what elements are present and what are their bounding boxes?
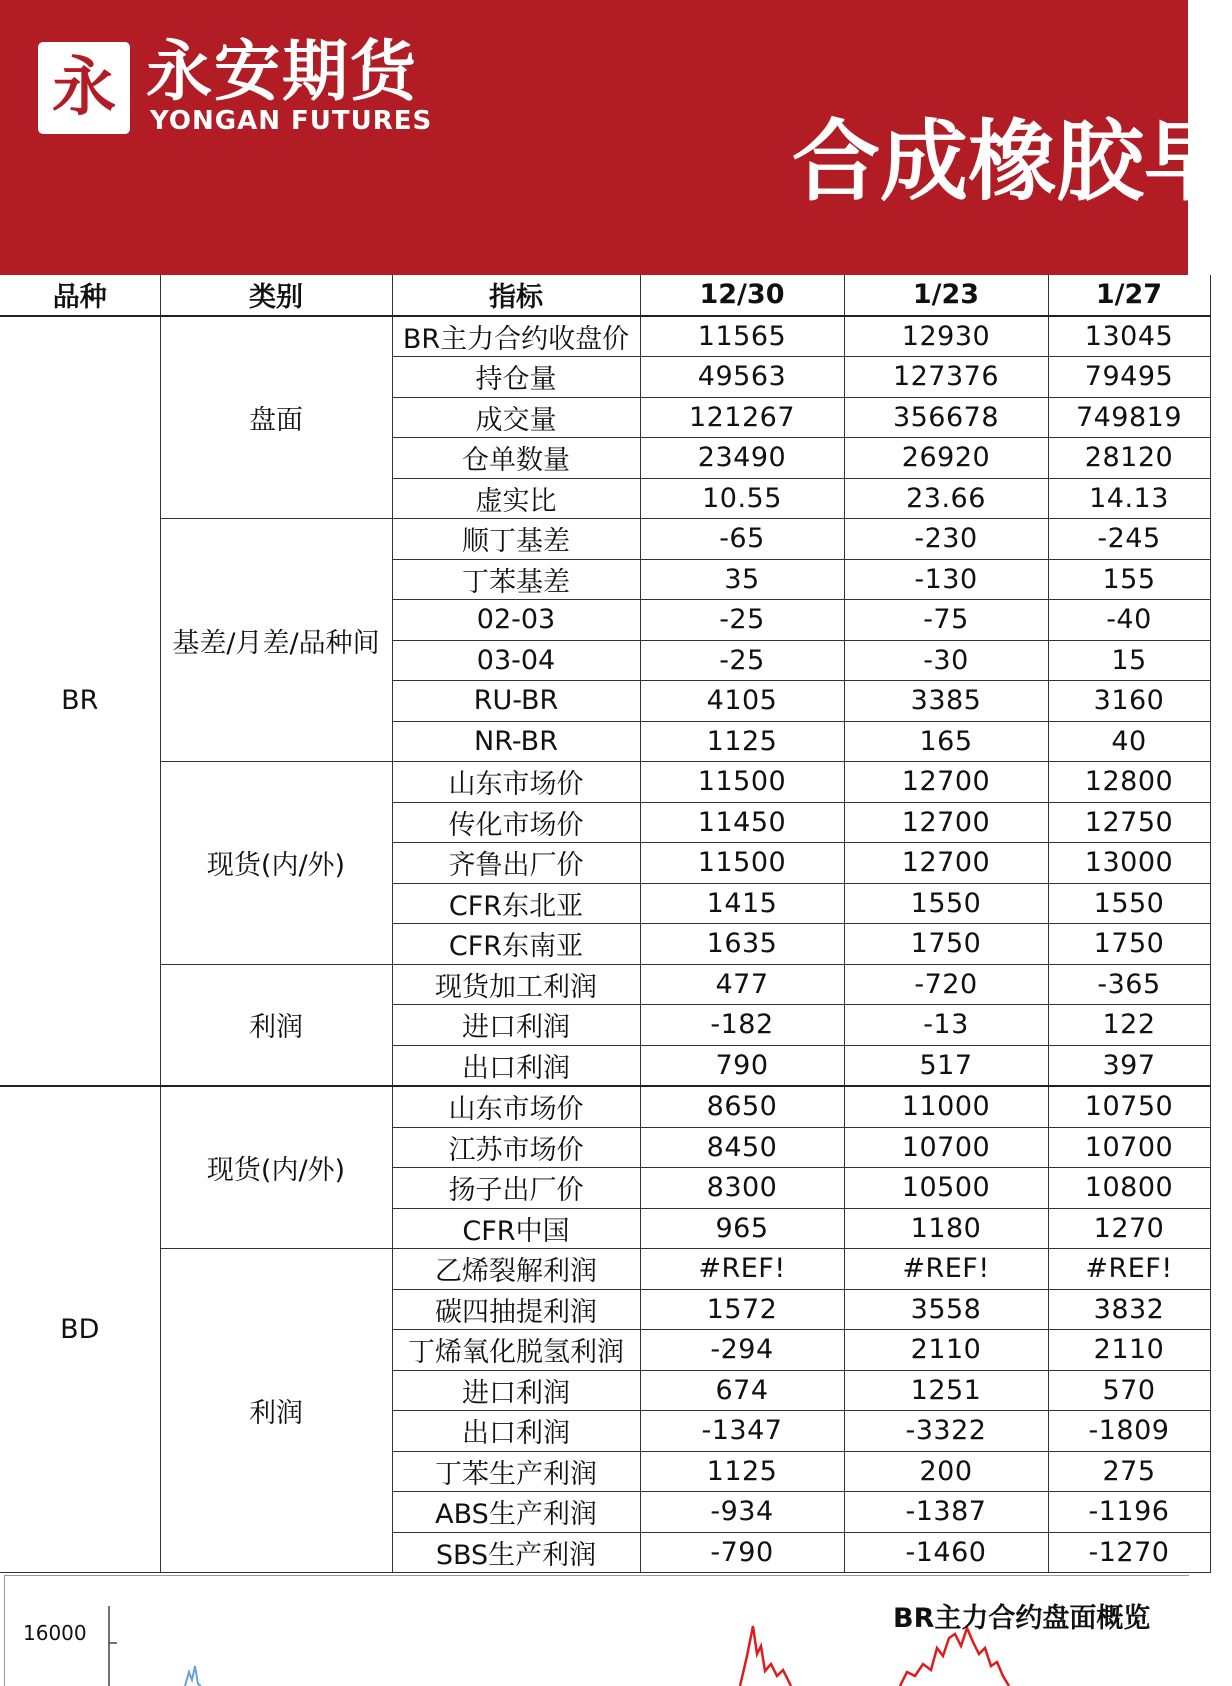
series-line-red — [740, 1626, 1009, 1686]
indicator-cell: RU-BR — [392, 681, 640, 722]
value-cell: 1125 — [640, 721, 844, 762]
value-cell: 200 — [844, 1451, 1048, 1492]
header-date-3: 1/27 — [1048, 275, 1210, 316]
header-indicator: 指标 — [392, 275, 640, 316]
value-cell: -1270 — [1048, 1532, 1210, 1573]
value-cell: -245 — [1048, 519, 1210, 560]
indicator-cell: 扬子出厂价 — [392, 1168, 640, 1209]
value-cell: 790 — [640, 1045, 844, 1086]
header-date-2: 1/23 — [844, 275, 1048, 316]
value-cell: -230 — [844, 519, 1048, 560]
report-header — [0, 0, 1232, 275]
header-category: 类别 — [160, 275, 392, 316]
value-cell: 1180 — [844, 1208, 1048, 1249]
indicator-cell: CFR东南亚 — [392, 924, 640, 965]
value-cell: -1460 — [844, 1532, 1048, 1573]
category-cell: 现货(内/外) — [160, 1086, 392, 1249]
indicator-cell: 虚实比 — [392, 478, 640, 519]
value-cell: 517 — [844, 1045, 1048, 1086]
value-cell: 10.55 — [640, 478, 844, 519]
indicator-cell: 碳四抽提利润 — [392, 1289, 640, 1330]
value-cell: 23490 — [640, 438, 844, 479]
value-cell: #REF! — [844, 1249, 1048, 1290]
table-row — [0, 964, 1210, 1005]
value-cell: #REF! — [640, 1249, 844, 1290]
value-cell: 3558 — [844, 1289, 1048, 1330]
indicator-cell: 成交量 — [392, 397, 640, 438]
category-cell: 利润 — [160, 964, 392, 1086]
brand-name-cn: 永安期货 — [146, 33, 418, 110]
indicator-cell: NR-BR — [392, 721, 640, 762]
value-cell: 11500 — [640, 843, 844, 884]
table-row — [0, 1249, 1210, 1290]
table-row — [0, 519, 1210, 560]
value-cell: 1415 — [640, 883, 844, 924]
value-cell: 570 — [1048, 1370, 1210, 1411]
value-cell: 12930 — [844, 316, 1048, 357]
series-line-blue — [185, 1666, 201, 1686]
value-cell: -25 — [640, 640, 844, 681]
value-cell: 1572 — [640, 1289, 844, 1330]
value-cell: -1387 — [844, 1492, 1048, 1533]
value-cell: 1270 — [1048, 1208, 1210, 1249]
value-cell: 10500 — [844, 1168, 1048, 1209]
yongan-logo — [38, 42, 130, 134]
value-cell: 3160 — [1048, 681, 1210, 722]
value-cell: #REF! — [1048, 1249, 1210, 1290]
value-cell: -130 — [844, 559, 1048, 600]
value-cell: 155 — [1048, 559, 1210, 600]
indicator-cell: 进口利润 — [392, 1005, 640, 1046]
value-cell: 397 — [1048, 1045, 1210, 1086]
value-cell: 8300 — [640, 1168, 844, 1209]
value-cell: 26920 — [844, 438, 1048, 479]
value-cell: 8450 — [640, 1127, 844, 1168]
value-cell: 1125 — [640, 1451, 844, 1492]
brand-name-en: YONGAN FUTURES — [150, 106, 433, 136]
table-header-row — [0, 275, 1210, 316]
value-cell: 10800 — [1048, 1168, 1210, 1209]
value-cell: -294 — [640, 1330, 844, 1371]
value-cell: -75 — [844, 600, 1048, 641]
table-row — [0, 1086, 1210, 1127]
indicator-cell: BR主力合约收盘价 — [392, 316, 640, 357]
value-cell: 40 — [1048, 721, 1210, 762]
category-cell: 现货(内/外) — [160, 762, 392, 965]
value-cell: 3832 — [1048, 1289, 1210, 1330]
value-cell: 23.66 — [844, 478, 1048, 519]
indicator-cell: CFR东北亚 — [392, 883, 640, 924]
report-title: 合成橡胶早 — [792, 110, 1232, 213]
indicator-cell: 持仓量 — [392, 357, 640, 398]
value-cell: 15 — [1048, 640, 1210, 681]
value-cell: 12700 — [844, 762, 1048, 803]
br-chart-preview — [4, 1575, 1189, 1686]
value-cell: 12750 — [1048, 802, 1210, 843]
value-cell: -40 — [1048, 600, 1210, 641]
indicator-cell: ABS生产利润 — [392, 1492, 640, 1533]
table-row — [0, 316, 1210, 357]
value-cell: 10750 — [1048, 1086, 1210, 1127]
value-cell: 12700 — [844, 802, 1048, 843]
value-cell: 12700 — [844, 843, 1048, 884]
indicator-cell: SBS生产利润 — [392, 1532, 640, 1573]
value-cell: 674 — [640, 1370, 844, 1411]
indicator-cell: 山东市场价 — [392, 762, 640, 803]
indicator-cell: 丁苯生产利润 — [392, 1451, 640, 1492]
header-variety: 品种 — [0, 275, 160, 316]
value-cell: -182 — [640, 1005, 844, 1046]
category-cell: 基差/月差/品种间 — [160, 519, 392, 762]
value-cell: 35 — [640, 559, 844, 600]
value-cell: -1809 — [1048, 1411, 1210, 1452]
value-cell: -1347 — [640, 1411, 844, 1452]
value-cell: 79495 — [1048, 357, 1210, 398]
value-cell: 356678 — [844, 397, 1048, 438]
value-cell: 2110 — [844, 1330, 1048, 1371]
indicator-cell: 03-04 — [392, 640, 640, 681]
value-cell: 10700 — [1048, 1127, 1210, 1168]
header-date-1: 12/30 — [640, 275, 844, 316]
value-cell: 11565 — [640, 316, 844, 357]
value-cell: -65 — [640, 519, 844, 560]
value-cell: 1635 — [640, 924, 844, 965]
value-cell: 4105 — [640, 681, 844, 722]
category-cell: 盘面 — [160, 316, 392, 519]
value-cell: 1750 — [1048, 924, 1210, 965]
value-cell: 1550 — [844, 883, 1048, 924]
indicator-cell: 出口利润 — [392, 1411, 640, 1452]
value-cell: 28120 — [1048, 438, 1210, 479]
value-cell: 12800 — [1048, 762, 1210, 803]
value-cell: 1550 — [1048, 883, 1210, 924]
chart-title: BR主力合约盘面概览 — [893, 1603, 1151, 1634]
y-tick-label: 16000 — [23, 1621, 87, 1645]
value-cell: 10700 — [844, 1127, 1048, 1168]
indicator-cell: 顺丁基差 — [392, 519, 640, 560]
value-cell: 477 — [640, 964, 844, 1005]
indicator-cell: 进口利润 — [392, 1370, 640, 1411]
value-cell: 14.13 — [1048, 478, 1210, 519]
value-cell: -30 — [844, 640, 1048, 681]
indicator-cell: 丁烯氧化脱氢利润 — [392, 1330, 640, 1371]
variety-cell: BD — [0, 1086, 160, 1573]
value-cell: -13 — [844, 1005, 1048, 1046]
indicator-cell: 仓单数量 — [392, 438, 640, 479]
value-cell: 13045 — [1048, 316, 1210, 357]
value-cell: 3385 — [844, 681, 1048, 722]
indicator-cell: 齐鲁出厂价 — [392, 843, 640, 884]
value-cell: 749819 — [1048, 397, 1210, 438]
indicator-cell: 乙烯裂解利润 — [392, 1249, 640, 1290]
variety-cell: BR — [0, 316, 160, 1087]
value-cell: 965 — [640, 1208, 844, 1249]
logo-glyph: 永 — [52, 51, 116, 125]
value-cell: 13000 — [1048, 843, 1210, 884]
value-cell: 127376 — [844, 357, 1048, 398]
indicator-cell: 丁苯基差 — [392, 559, 640, 600]
value-cell: 11450 — [640, 802, 844, 843]
value-cell: 275 — [1048, 1451, 1210, 1492]
value-cell: -1196 — [1048, 1492, 1210, 1533]
value-cell: 1251 — [844, 1370, 1048, 1411]
indicator-cell: 山东市场价 — [392, 1086, 640, 1127]
category-cell: 利润 — [160, 1249, 392, 1573]
rubber-data-table — [0, 275, 1211, 1573]
indicator-cell: CFR中国 — [392, 1208, 640, 1249]
value-cell: 1750 — [844, 924, 1048, 965]
value-cell: 49563 — [640, 357, 844, 398]
indicator-cell: 江苏市场价 — [392, 1127, 640, 1168]
value-cell: -365 — [1048, 964, 1210, 1005]
indicator-cell: 02-03 — [392, 600, 640, 641]
value-cell: -790 — [640, 1532, 844, 1573]
value-cell: -934 — [640, 1492, 844, 1533]
value-cell: 11000 — [844, 1086, 1048, 1127]
value-cell: 2110 — [1048, 1330, 1210, 1371]
indicator-cell: 现货加工利润 — [392, 964, 640, 1005]
value-cell: 122 — [1048, 1005, 1210, 1046]
value-cell: 8650 — [640, 1086, 844, 1127]
value-cell: 11500 — [640, 762, 844, 803]
value-cell: 121267 — [640, 397, 844, 438]
value-cell: -25 — [640, 600, 844, 641]
value-cell: -720 — [844, 964, 1048, 1005]
indicator-cell: 出口利润 — [392, 1045, 640, 1086]
indicator-cell: 传化市场价 — [392, 802, 640, 843]
value-cell: 165 — [844, 721, 1048, 762]
table-row — [0, 762, 1210, 803]
value-cell: -3322 — [844, 1411, 1048, 1452]
